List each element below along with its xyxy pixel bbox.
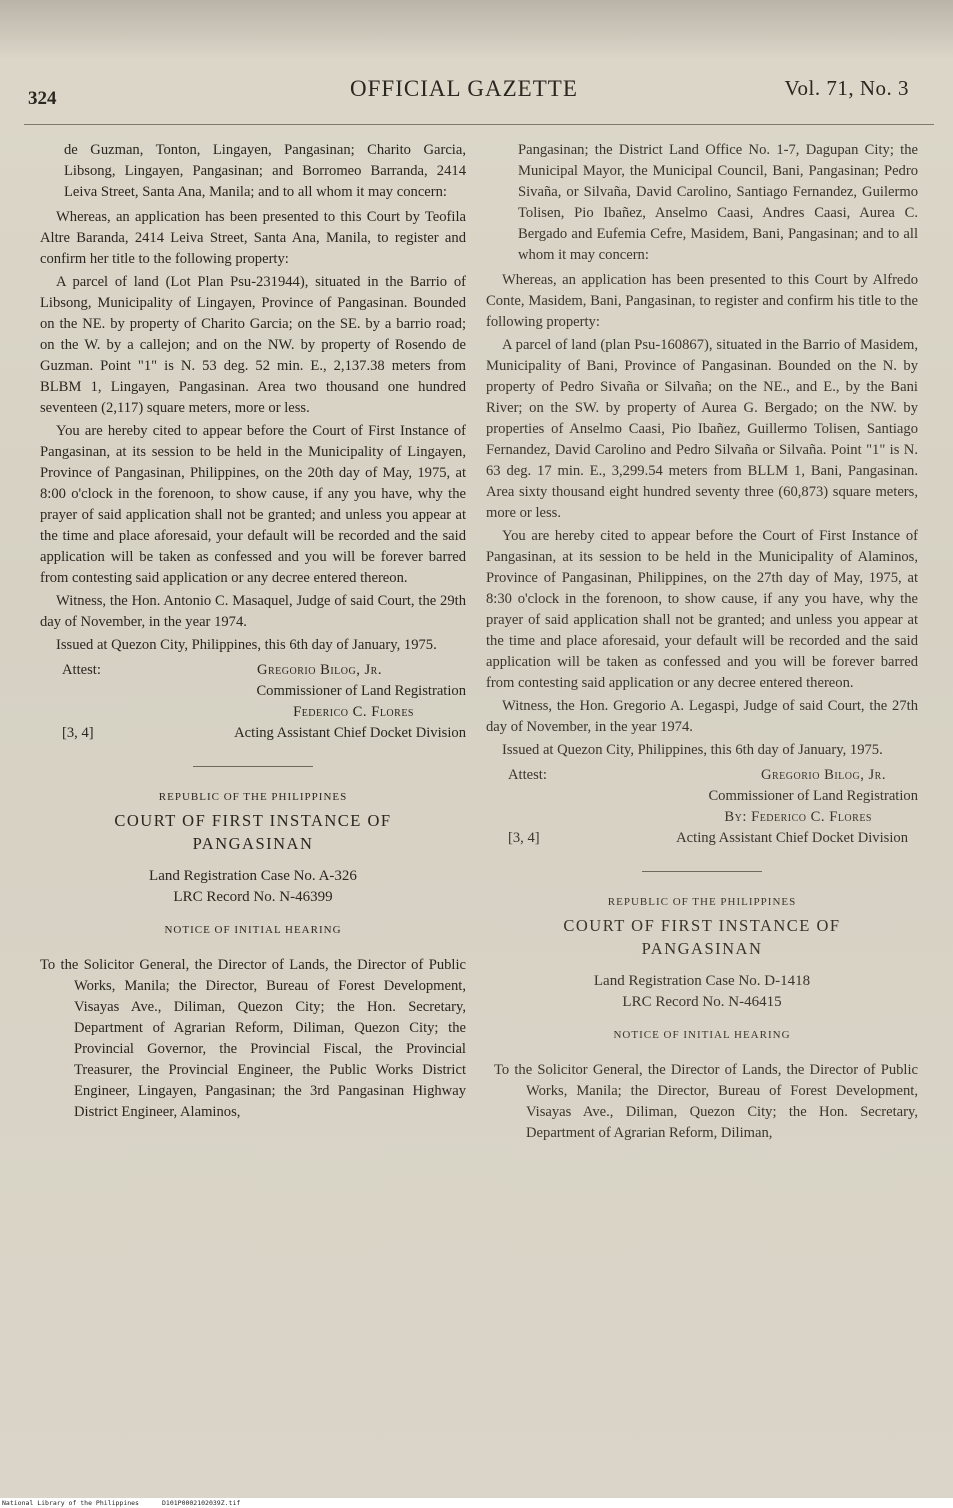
issued-paragraph: Issued at Quezon City, Philippines, this 6th day of January, 1975. (56, 637, 437, 653)
addressee-continuation: Pangasinan; the District Land Office No. 1-7, Dagupan City; the Municipal Mayor, the Municipal Council, Bani, Pangasinan; Pedro Sivaña, or Silvaña, David Carolino, Santiago Fernandez, Guilermo Tolisen, Pio Ibañez, Anselmo Caasi, Andres Caasi, Aurea C. Bergado and Eufemia Cefre, Masidem, Bani, Pangasinan; and to all whom it may concern: (518, 142, 918, 263)
issued-paragraph: Issued at Quezon City, Philippines, this 6th day of January, 1975. (502, 742, 883, 758)
republic-heading: REPUBLIC OF THE PHILIPPINES (158, 791, 348, 803)
attest-label: Attest: (62, 662, 101, 678)
lrc-record-number: LRC Record No. N-46415 (622, 994, 782, 1010)
page-number: 324 (28, 88, 57, 109)
notice-title: NOTICE OF INITIAL HEARING (164, 924, 342, 936)
signatory-name: Federico C. Flores (293, 704, 414, 720)
signatory-title: Commissioner of Land Registration (256, 683, 466, 699)
signature-block (486, 765, 918, 849)
scan-shadow (0, 0, 953, 60)
attest-label: Attest: (508, 767, 547, 783)
witness-paragraph: Witness, the Hon. Gregorio A. Legaspi, Judge of said Court, the 27th day of November, in the year 1974. (486, 698, 918, 735)
signatory-title: Acting Assistant Chief Docket Division (676, 830, 908, 846)
left-column (40, 140, 466, 1127)
signatory-title: Commissioner of Land Registration (708, 788, 918, 804)
whereas-paragraph: Whereas, an application has been presented to this Court by Alfredo Conte, Masidem, Bani, Pangasinan, to register and confirm his title to the following property: (486, 272, 918, 330)
issue-reference: [3, 4] (508, 830, 540, 846)
parcel-description: A parcel of land (plan Psu-160867), situated in the Barrio of Masidem, Municipality of Bani, Province of Pangasinan. Bounded on the N. by property of Pedro Sivaña or Silvaña; on the NE., and E., by the Bani River; on the SW. by property of Aurea G. Bergado; on the NW. by properties of Anselmo Caasi, Pio Ibañez, Guillermo Tolisen, Santiago Fernandez, David Carolino and Pedro Silvaña or Silvaña. Point "1" is N. 63 deg. 17 min. E., 3,299.54 meters from BLLM 1, Bani, Pangasinan. Area sixty thousand eight hundred seventy three (60,873) square meters, more or less. (486, 337, 918, 521)
addressee-list: To the Solicitor General, the Director of Lands, the Director of Public Works, Manila; the Director, Bureau of Forest Development, Visayas Ave., Diliman, Quezon City; the Hon. Secretary, Department of Agrarian Reform, Diliman, (494, 1062, 918, 1141)
case-number: Land Registration Case No. A-326 (149, 868, 357, 884)
notice-title: NOTICE OF INITIAL HEARING (613, 1029, 791, 1041)
scan-footer (0, 1498, 953, 1508)
section-divider (193, 766, 313, 767)
addressee-list: To the Solicitor General, the Director of Lands, the Director of Public Works, Manila; the Director, Bureau of Forest Development, Visayas Ave., Diliman, Quezon City; the Hon. Secretary, Department of Agrarian Reform, Diliman, Quezon City; the Provincial Governor, the Provincial Fiscal, the Provincial Treasurer, the Provincial Engineer, the Public Works District Engineer, Lingayen, Pangasinan; the 3rd Pangasinan Highway District Engineer, Alaminos, (40, 957, 466, 1120)
court-heading: COURT OF FIRST INSTANCE OF (114, 811, 392, 830)
court-heading: COURT OF FIRST INSTANCE OF (563, 916, 841, 935)
lrc-record-number: LRC Record No. N-46399 (173, 889, 333, 905)
scan-file-id: D101P0002102039Z.tif (162, 1499, 241, 1507)
library-credit: National Library of the Philippines (2, 1499, 139, 1507)
signatory-name: Gregorio Bilog, Jr. (256, 662, 382, 678)
citation-paragraph: You are hereby cited to appear before the Court of First Instance of Pangasinan, at its session to be held in the Municipality of Alaminos, Province of Pangasinan, Philippines, on the 27th day of May, 1975, at 8:30 o'clock in the forenoon, to show cause, if any you have, why the prayer of said application shall not be granted; and unless you appear at the time and place aforesaid, your default will be recorded and the said application will be taken as confessed and you will be forever barred from contesting said application or any decree entered thereon. (486, 528, 918, 691)
parcel-description: A parcel of land (Lot Plan Psu-231944), situated in the Barrio of Libsong, Municipality of Lingayen, Province of Pangasinan. Bounded on the NE. by property of Charito Garcia; on the SE. by a barrio road; on the W. by a callejon; and on the NW. by property of Rosendo de Guzman. Point "1" is N. 53 deg. 52 min. E., 2,137.38 meters from BLBM 1, Lingayen, Pangasinan. Area two thousand one hundred seventeen (2,117) square meters, more or less. (40, 274, 466, 416)
header-rule (24, 124, 934, 125)
signatory-title: Acting Assistant Chief Docket Division (234, 725, 466, 741)
whereas-paragraph: Whereas, an application has been presented to this Court by Teofila Altre Baranda, 2414 Leiva Street, Santa Ana, Manila, to register and confirm her title to the following property: (40, 209, 466, 267)
section-divider (642, 871, 762, 872)
signatory-name: By: Federico C. Flores (724, 809, 872, 825)
court-heading: PANGASINAN (641, 939, 763, 958)
gazette-title: OFFICIAL GAZETTE (350, 76, 578, 101)
citation-paragraph: You are hereby cited to appear before the Court of First Instance of Pangasinan, at its session to be held in the Municipality of Lingayen, Province of Pangasinan, Philippines, on the 20th day of May, 1975, at 8:00 o'clock in the forenoon, to show cause, if any you have, why the prayer of said application shall not be granted; and unless you appear at the time and place aforesaid, your default will be recorded and the said application will be taken as confessed and you will be forever barred from contesting said application or any decree entered thereon. (40, 423, 466, 586)
addressee-continuation: de Guzman, Tonton, Lingayen, Pangasinan; Charito Garcia, Libsong, Lingayen, Pangasinan; and Borromeo Barranda, 2414 Leiva Street, Santa Ana, Manila; and to all whom it may concern: (64, 142, 466, 200)
volume-number: Vol. 71, No. 3 (784, 76, 909, 100)
republic-heading: REPUBLIC OF THE PHILIPPINES (607, 896, 797, 908)
right-column (486, 140, 918, 1148)
witness-paragraph: Witness, the Hon. Antonio C. Masaquel, Judge of said Court, the 29th day of November, in the year 1974. (40, 593, 466, 630)
signature-block (40, 660, 466, 744)
court-heading: PANGASINAN (192, 834, 314, 853)
page-header (0, 72, 953, 112)
signatory-name: Gregorio Bilog, Jr. (760, 767, 886, 783)
case-number: Land Registration Case No. D-1418 (593, 973, 811, 989)
issue-reference: [3, 4] (62, 725, 94, 741)
